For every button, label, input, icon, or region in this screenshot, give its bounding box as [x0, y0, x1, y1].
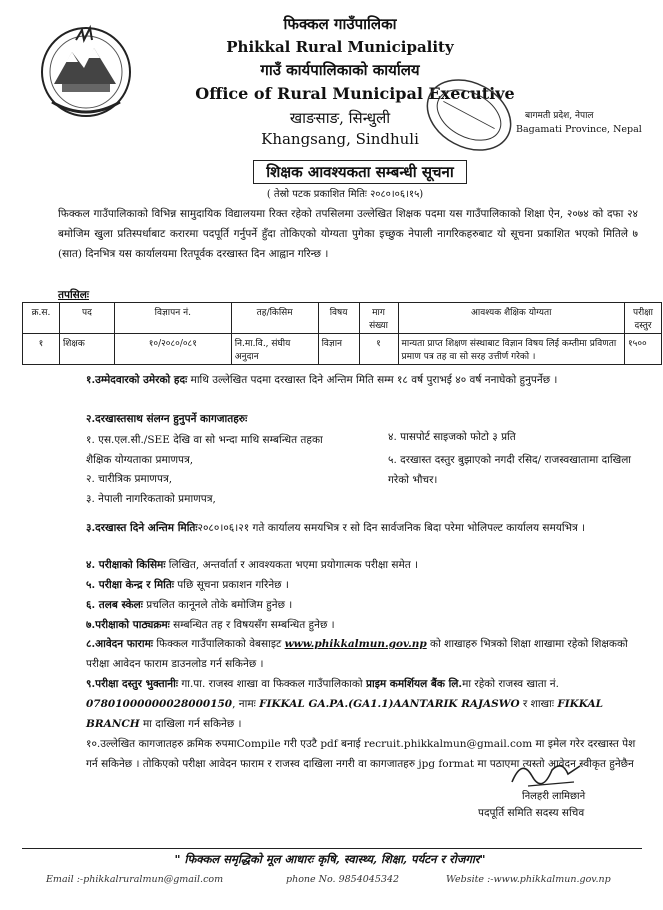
table-header: परीक्षा दस्तुर: [624, 303, 661, 334]
handwritten-signature: [508, 752, 588, 792]
footer-phone: phone No. 9854045342: [286, 874, 400, 885]
table-header: माग संख्या: [359, 303, 398, 334]
point-9-text-d: र शाखाः: [519, 698, 558, 710]
point-4-label: ४. परीक्षाको किसिमः: [86, 559, 166, 571]
point-7-label: ७.परीक्षाको पाठ्यक्रमः: [86, 619, 170, 631]
point-3-text: २०८०।०६।२१ गते कार्यालय समयभित्र र सो दिन सार्वजनिक बिदा परेमा भोलिपल्ट कार्यालय समयभित्र ।: [197, 522, 586, 534]
vacancy-table: [22, 302, 662, 365]
point-6-text: प्रचलित कानूनले तोके बमोजिम हुनेछ ।: [142, 599, 293, 611]
table-header: आवश्यक शैक्षिक योग्यता: [398, 303, 624, 334]
notice-title-box: [253, 160, 467, 184]
table-cell: मान्यता प्राप्त शिक्षण संस्थाबाट विज्ञान विषय लिई कम्तीमा प्रविणता प्रमाण पत्र तह वा सो सरह उत्तीर्ण गरेको ।: [398, 334, 624, 365]
notice-title: शिक्षक आवश्यकता सम्बन्धी सूचना: [266, 163, 454, 181]
point-9: [86, 674, 646, 734]
point-1-text: माथि उल्लेखित पदमा दरखास्त दिने अन्तिम मिति सम्म १८ वर्ष पुराभई ४० वर्ष ननाघेको हुनुपर्नेछ ।: [187, 374, 558, 386]
point-2-item-1: १. एस.एल.सी./SEE देखि वा सो भन्दा माथि सम्बन्धित तहका शैक्षिक योग्यताका प्रमाणपत्र,: [86, 434, 323, 466]
footer-divider: [22, 848, 642, 849]
point-2-item-3: ३. नेपाली नागरिकताको प्रमाणपत्र,: [86, 493, 216, 505]
tapsil-label: तपसिलः: [58, 289, 90, 301]
signatory-name: निलहरी लामिछाने: [522, 791, 586, 802]
point-8-text-a: फिक्कल गाउँपालिकाको वेबसाइट: [152, 638, 285, 650]
point-9-branch: FIKKAL BRANCH: [86, 698, 604, 730]
signatory-role: पदपूर्ति समिति सदस्य सचिव: [478, 807, 585, 819]
point-2-label: २.दरखास्तसाथ संलग्न हुनुपर्ने कागजातहरुः: [86, 413, 248, 425]
footer-website[interactable]: Website :-www.phikkalmun.gov.np: [446, 874, 611, 885]
table-header: क्र.स.: [23, 303, 60, 334]
point-3: [86, 518, 646, 538]
point-2-item-5: ५. दरखास्त दस्तुर बुझाएको नगदी रसिद/ राजस्वखातामा दाखिला गरेको भौचर।: [388, 454, 632, 486]
point-4-text: लिखित, अन्तर्वार्ता र आवश्यकता भएमा प्रयोगात्मक परीक्षा समेत ।: [165, 559, 419, 571]
point-2-item-4: ४. पासपोर्ट साइजको फोटो ३ प्रति: [388, 431, 516, 443]
point-2-item-2: २. चारीत्रिक प्रमाणपत्र,: [86, 473, 173, 485]
table-cell: १०/२०८०/०८१: [114, 334, 231, 365]
municipality-emblem: [32, 22, 140, 122]
point-4: [86, 558, 646, 572]
point-1-label: १.उम्मेदवारको उमेरको हदः: [86, 374, 188, 386]
point-8: [86, 634, 646, 674]
table-row: [23, 334, 662, 365]
point-9-text-b: मा रहेको राजस्व खाता नं.: [462, 678, 559, 690]
header-en-office: Office of Rural Municipal Executive: [195, 84, 515, 103]
vacancy-table-wrap: [22, 302, 662, 365]
header-np-office: गाउँ कार्यपालिकाको कार्यालय: [260, 61, 420, 79]
point-5: [86, 578, 646, 592]
table-header: पद: [59, 303, 114, 334]
point-3-label: ३.दरखास्त दिने अन्तिम मितिः: [86, 522, 198, 534]
table-cell: १५००: [624, 334, 661, 365]
header-en-province: Bagamati Province, Nepal: [516, 124, 642, 135]
table-header-row: [23, 303, 662, 334]
table-header: विज्ञापन नं.: [114, 303, 231, 334]
point-1: [86, 370, 646, 390]
point-8-label: ८.आवेदन फारामः: [86, 638, 153, 650]
point-6-label: ६. तलब स्केलः: [86, 599, 143, 611]
point-5-text: पछि सूचना प्रकाशन गरिनेछ ।: [173, 579, 289, 591]
header-np-place: खाङसाङ, सिन्धुली: [289, 109, 391, 127]
point-9-label: ९.परीक्षा दस्तुर भुक्तानीः: [86, 678, 178, 690]
table-header: विषय: [318, 303, 359, 334]
table-cell: शिक्षक: [59, 334, 114, 365]
point-8-text-b: को शाखाहरु भित्रको शिक्षा शाखामा रहेको शिक्षकको परीक्षा आवेदन फाराम डाउनलोड गर्न सकिनेछ ।: [86, 638, 628, 670]
table-cell: विज्ञान: [318, 334, 359, 365]
point-6: [86, 598, 646, 612]
point-9-account: 07801000000028000150: [86, 698, 233, 710]
point-5-label: ५. परीक्षा केन्द्र र मितिः: [86, 579, 174, 591]
header-en-municipality: Phikkal Rural Municipality: [226, 38, 454, 56]
notice-intro: फिक्कल गाउँपालिकाको विभिन्न सामुदायिक विद्यालयमा रिक्त रहेको तपसिलमा उल्लेखित शिक्षक पदमा यस गाउँपालिकाको शिक्षा ऐन, २०७४ को दफा २४ बमोजिम खुला प्रतिस्पर्धाबाट करारमा पदपूर्ति गर्नुपर्ने हुँदा तोकिएको योग्यता पुगेका इच्छुक नेपाली नागरिकहरुबाट यो सूचना प्रकाशित भएको मितिले ७ (सात) दिनभित्र यस कार्यालयमा रितपूर्वक दरखास्त दिन आह्वान गरिन्छ ।: [58, 208, 638, 260]
point-7: [86, 618, 646, 632]
table-header: तह/किसिम: [231, 303, 318, 334]
table-cell: १: [23, 334, 60, 365]
table-cell: नि.मा.वि., संघीय अनुदान: [231, 334, 318, 365]
point-7-text: सम्बन्धित तह र विषयसँग सम्बन्धित हुनेछ ।: [169, 619, 335, 631]
header-en-place: Khangsang, Sindhuli: [261, 130, 419, 148]
table-cell: १: [359, 334, 398, 365]
point-9-bank: प्राइम कमर्शियल बैंक लि.: [366, 678, 463, 690]
footer-email: Email :-phikkalruralmun@gmail.com: [46, 874, 224, 885]
header-np-province: बागमती प्रदेश, नेपाल: [525, 111, 594, 121]
website-link[interactable]: www.phikkalmun.gov.np: [284, 638, 427, 650]
header-np-municipality: फिक्कल गाउँपालिका: [283, 15, 397, 33]
point-9-text-a: गा.पा. राजस्व शाखा वा फिक्कल गाउँपालिकाको: [177, 678, 366, 690]
notice-subtitle: ( तेस्रो पटक प्रकाशित मितिः २०८०।०६।१५): [266, 189, 424, 200]
point-9-text-c: , नामः: [232, 698, 260, 710]
office-stamp: [422, 70, 517, 160]
point-9-text-e: मा दाखिला गर्न सकिनेछ ।: [139, 718, 242, 730]
point-9-account-name: FIKKAL GA.PA.(GA1.1)AANTARIK RAJASWO: [259, 698, 520, 710]
point-10: १०.उल्लेखित कागजातहरु क्रमिक रुपमाCompile गरी एउटै pdf बनाई recruit.phikkalmun@gmail.com मा इमेल गरेर दरखास्त पेश गर्न सकिनेछ । तोकिएको परीक्षा आवेदन फाराम र राजस्व दाखिला नगरी वा कागजातहरु jpg format मा पठाएमा त्यस्तो आवेदन स्वीकृत हुनेछैन: [86, 738, 636, 770]
footer-slogan: " फिक्कल समृद्धिको मूल आधारः कृषि, स्वास्थ्य, शिक्षा, पर्यटन र रोजगार": [174, 852, 486, 866]
